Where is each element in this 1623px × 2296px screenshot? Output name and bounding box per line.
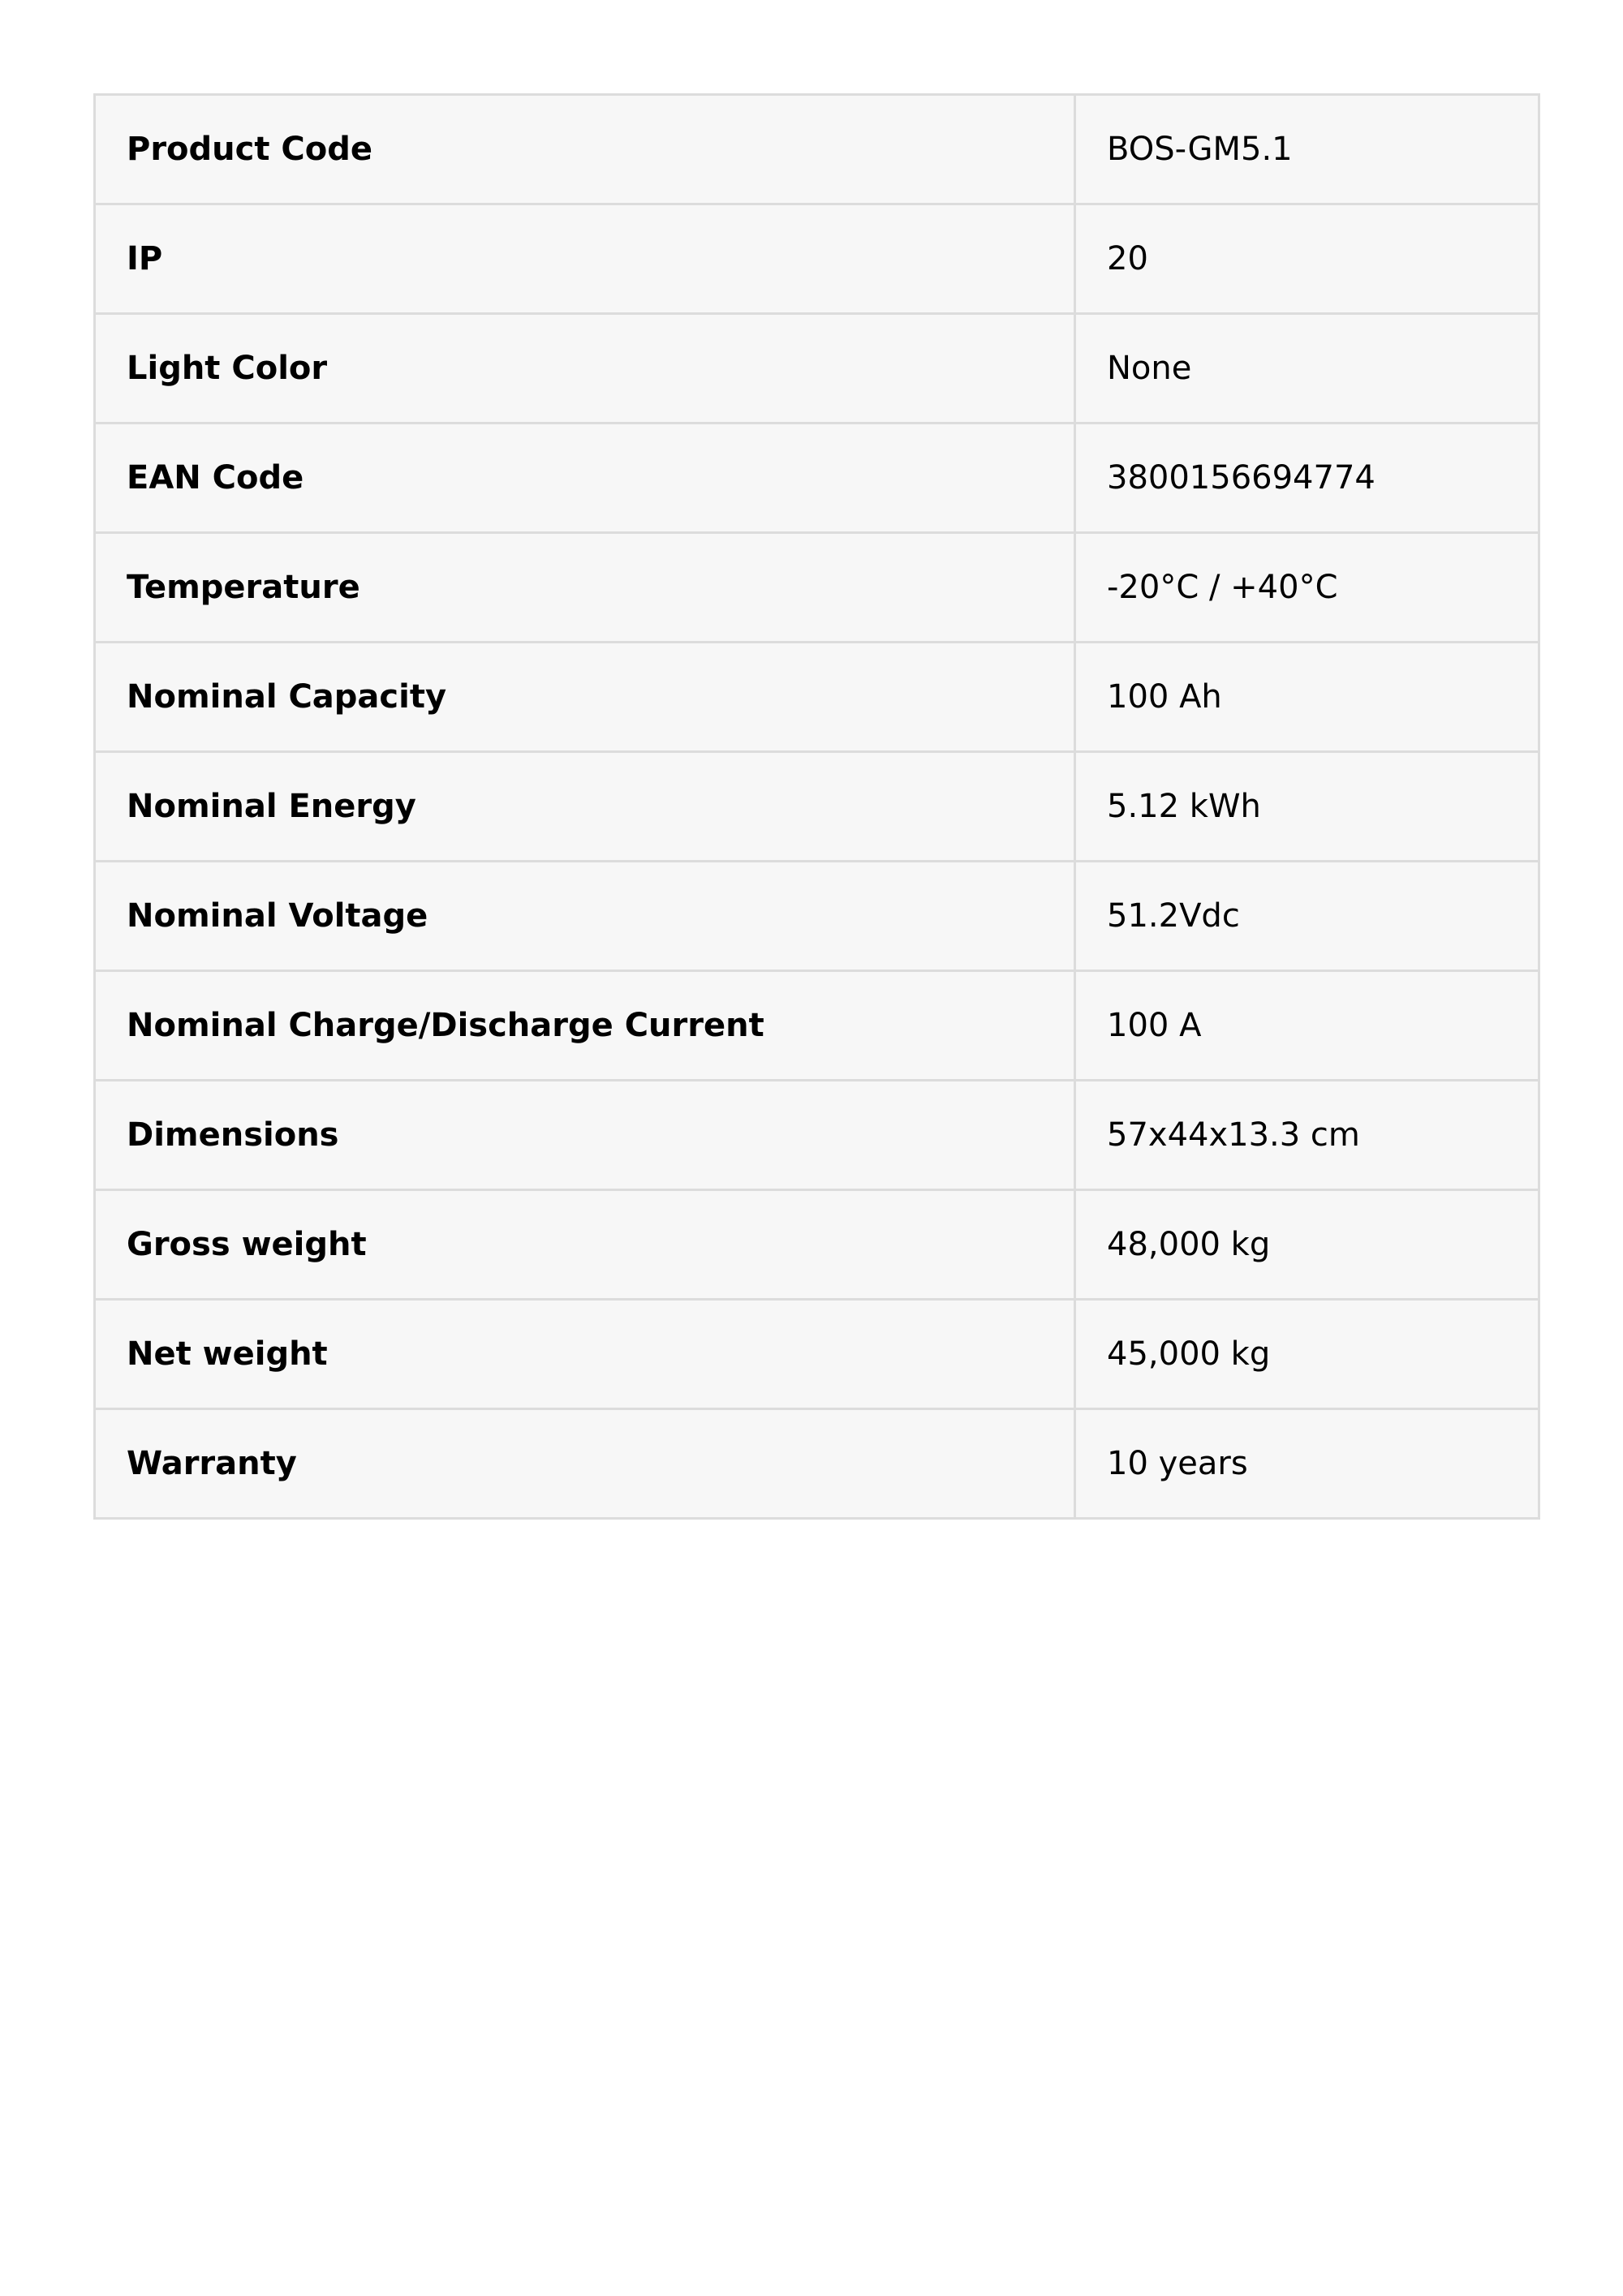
spec-table <box>93 93 1540 1520</box>
spec-row-gross-weight <box>95 1190 1539 1300</box>
spec-row-ean-code <box>95 424 1539 533</box>
spec-label: Nominal Capacity <box>95 643 1075 752</box>
spec-value: None <box>1075 314 1539 424</box>
spec-table-body <box>95 95 1539 1519</box>
spec-row-nominal-current <box>95 971 1539 1081</box>
spec-row-ip <box>95 204 1539 314</box>
spec-label: Product Code <box>95 95 1075 204</box>
spec-label: IP <box>95 204 1075 314</box>
spec-value: 5.12 kWh <box>1075 752 1539 862</box>
spec-value: 20 <box>1075 204 1539 314</box>
spec-value: 51.2Vdc <box>1075 862 1539 971</box>
spec-row-dimensions <box>95 1081 1539 1190</box>
spec-row-nominal-energy <box>95 752 1539 862</box>
spec-label: Nominal Charge/Discharge Current <box>95 971 1075 1081</box>
spec-value: BOS-GM5.1 <box>1075 95 1539 204</box>
spec-label: Light Color <box>95 314 1075 424</box>
spec-row-product-code <box>95 95 1539 204</box>
spec-label: Warranty <box>95 1409 1075 1519</box>
spec-value: 48,000 kg <box>1075 1190 1539 1300</box>
spec-label: Gross weight <box>95 1190 1075 1300</box>
spec-value: 100 A <box>1075 971 1539 1081</box>
spec-value: 57x44x13.3 cm <box>1075 1081 1539 1190</box>
spec-row-warranty <box>95 1409 1539 1519</box>
spec-row-nominal-capacity <box>95 643 1539 752</box>
spec-value: 10 years <box>1075 1409 1539 1519</box>
spec-label: EAN Code <box>95 424 1075 533</box>
spec-row-light-color <box>95 314 1539 424</box>
spec-label: Nominal Energy <box>95 752 1075 862</box>
spec-row-temperature <box>95 533 1539 643</box>
spec-row-net-weight <box>95 1300 1539 1409</box>
spec-label: Net weight <box>95 1300 1075 1409</box>
spec-value: 45,000 kg <box>1075 1300 1539 1409</box>
spec-label: Temperature <box>95 533 1075 643</box>
spec-label: Nominal Voltage <box>95 862 1075 971</box>
spec-value: -20°C / +40°C <box>1075 533 1539 643</box>
spec-value: 3800156694774 <box>1075 424 1539 533</box>
spec-row-nominal-voltage <box>95 862 1539 971</box>
spec-label: Dimensions <box>95 1081 1075 1190</box>
spec-value: 100 Ah <box>1075 643 1539 752</box>
